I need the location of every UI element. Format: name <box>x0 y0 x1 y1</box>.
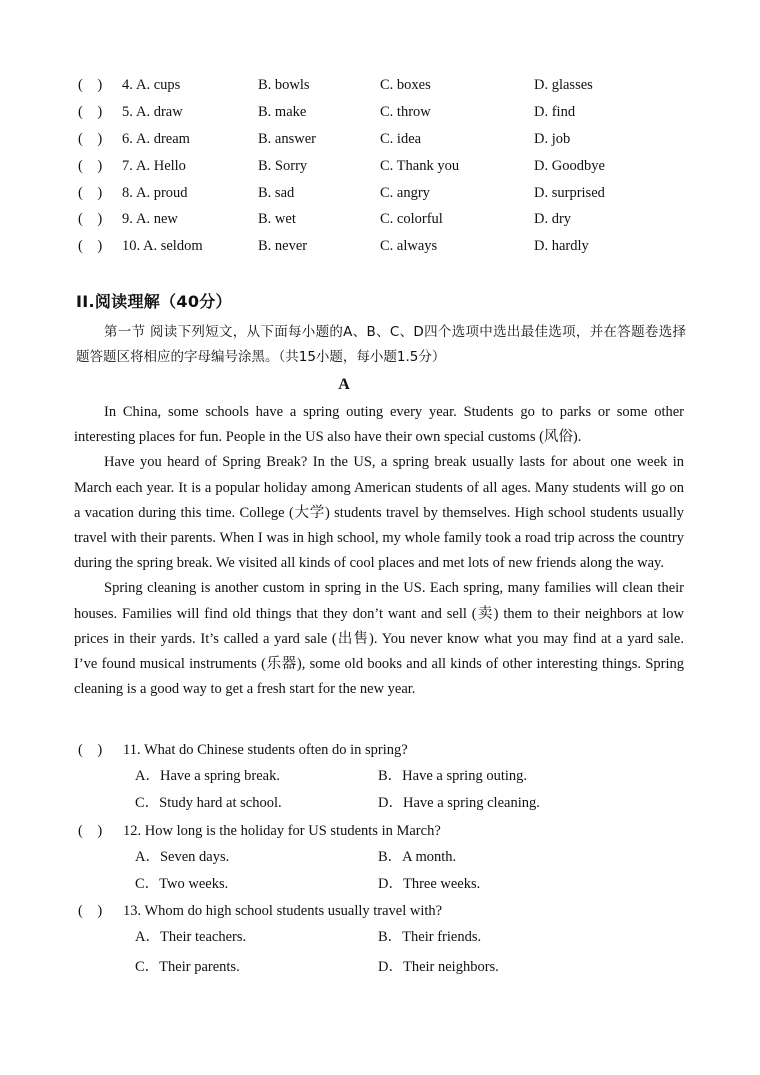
item-number: 10. <box>122 238 141 255</box>
option-a: A. dream <box>136 130 190 147</box>
question-11 <box>78 739 698 819</box>
option-a: A. Hello <box>136 157 186 174</box>
item-number: 4. <box>122 77 133 93</box>
question-13 <box>78 900 698 983</box>
passage-label: A <box>338 376 350 393</box>
option-a: A. draw <box>136 103 183 120</box>
option-b: B. Sorry <box>258 157 308 174</box>
question-text: 11. What do Chinese students often do in spring? <box>123 742 408 758</box>
question-12 <box>78 820 698 900</box>
section-heading: II.阅读理解（40分） <box>76 292 232 311</box>
option-a: A．Their teachers. <box>135 929 247 945</box>
option-c: C. angry <box>380 184 430 201</box>
option-c: C．Two weeks. <box>135 876 229 892</box>
option-d: D. dry <box>534 211 572 228</box>
option-b: B．A month. <box>378 849 457 865</box>
option-d: D. Goodbye <box>534 157 605 174</box>
option-b: B. make <box>258 103 307 120</box>
question-text: 12. How long is the holiday for US students in March? <box>123 823 441 839</box>
option-c: C. Thank you <box>380 157 460 174</box>
answer-blank: ( ) <box>78 823 103 839</box>
answer-blank: ( ) <box>78 742 103 758</box>
answer-blank: ( ) <box>78 103 103 120</box>
answer-blank: ( ) <box>78 184 103 201</box>
option-b: B. bowls <box>258 77 310 93</box>
option-c: C. throw <box>380 103 431 120</box>
answer-blank: ( ) <box>78 903 103 919</box>
answer-blank: ( ) <box>78 77 103 93</box>
passage-paragraph: Have you heard of Spring Break? In the US, a spring break usually lasts for about one week in March each year. It is a popular holiday among American students of all ages. Many students will go on a vacation during this time. College (大学) students travel by themselves. High school students usually travel with their parents. When I was in high school, my whole family took a road trip across the country during the spring break. We visited all kinds of cool places and met lots of new friends along the way. <box>74 454 684 572</box>
option-c: C. colorful <box>380 211 443 228</box>
passage-paragraph: In China, some schools have a spring outing every year. Students go to parks or some other interesting places for fun. People in the US also have their own special customs (风俗). <box>74 404 684 446</box>
answer-blank: ( ) <box>78 238 103 255</box>
option-b: B．Have a spring outing. <box>378 768 528 784</box>
option-d: D. job <box>534 130 571 147</box>
option-d: D. surprised <box>534 184 605 201</box>
option-d: D．Their neighbors. <box>378 959 499 975</box>
option-a: A. proud <box>136 184 188 201</box>
option-c: C．Their parents. <box>135 959 240 975</box>
option-b: B. wet <box>258 211 296 228</box>
option-a: A．Seven days. <box>135 849 230 865</box>
item-number: 8. <box>122 184 133 201</box>
option-d: D. find <box>534 103 576 120</box>
answer-blank: ( ) <box>78 211 103 228</box>
option-c: C. idea <box>380 130 422 147</box>
passage-paragraph: Spring cleaning is another custom in spring in the US. Each spring, many families will clean their houses. Families will find old things that they don’t want and sell (卖) them to their neighbors at low prices in their yards. It’s called a yard sale (出售). You never know what you may find at a yard sale. I’ve found musical instruments (乐器), some old books and all kinds of other interesting things. Spring cleaning is a good way to get a fresh start for the new year. <box>74 580 684 698</box>
option-b: B. never <box>258 238 308 255</box>
option-c: C. always <box>380 238 438 255</box>
option-c: C．Study hard at school. <box>135 795 282 811</box>
option-a: A．Have a spring break. <box>135 768 280 784</box>
option-a: A. seldom <box>143 238 203 255</box>
section-instructions: 第一节 阅读下列短文，从下面每小题的A、B、C、D四个选项中选出最佳选项，并在答题卷选择题答题区将相应的字母编号涂黑。（共15小题，每小题1.5分） <box>76 324 686 365</box>
item-number: 5. <box>122 103 133 120</box>
item-number: 9. <box>122 211 133 228</box>
option-a: A. new <box>136 211 178 228</box>
option-b: B．Their friends. <box>378 929 482 945</box>
question-text: 13. Whom do high school students usually travel with? <box>123 903 443 919</box>
option-c: C. boxes <box>380 77 431 93</box>
option-d: D. hardly <box>534 238 589 255</box>
option-b: B. sad <box>258 184 295 201</box>
item-number: 6. <box>122 130 133 147</box>
option-d: D．Three weeks. <box>378 876 481 892</box>
option-a: A. cups <box>136 77 181 93</box>
option-d: D. glasses <box>534 77 593 93</box>
item-number: 7. <box>122 157 133 174</box>
option-d: D．Have a spring cleaning. <box>378 795 540 811</box>
reading-passage <box>74 400 684 702</box>
answer-blank: ( ) <box>78 130 103 147</box>
answer-blank: ( ) <box>78 157 103 174</box>
option-b: B. answer <box>258 130 316 147</box>
